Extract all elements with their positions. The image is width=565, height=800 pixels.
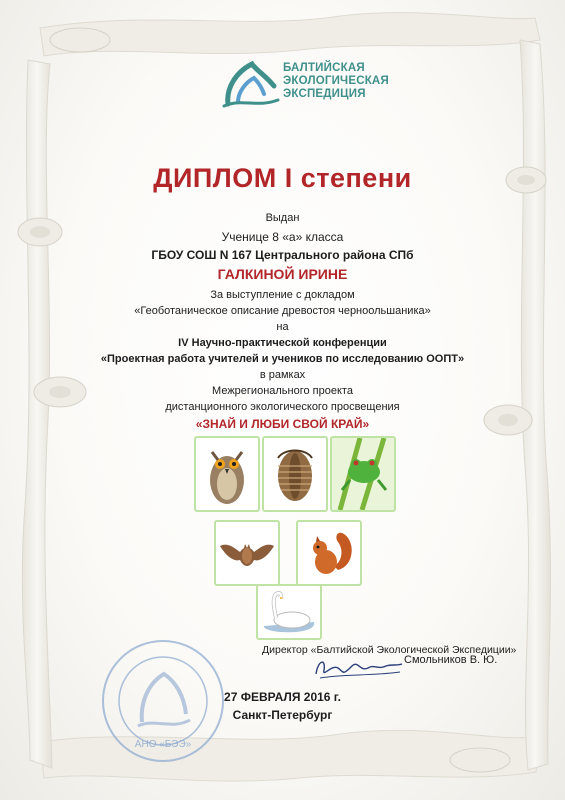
- at-label: на: [276, 321, 289, 333]
- logo-line-1: БАЛТИЙСКАЯ: [283, 62, 365, 74]
- issue-date: 27 ФЕВРАЛЯ 2016 г.: [224, 690, 341, 704]
- student-class: Ученице 8 «а» класса: [221, 230, 344, 244]
- project-line-1: Межрегионального проекта: [212, 385, 353, 397]
- frog-icon: [332, 438, 394, 510]
- stamp-text: АНО «БЭЭ»: [134, 739, 192, 750]
- within-label: в рамках: [259, 369, 306, 381]
- frog-card: [330, 436, 396, 512]
- project-name: «ЗНАЙ И ЛЮБИ СВОЙ КРАЙ»: [195, 417, 370, 431]
- handwritten-signature: [312, 652, 404, 682]
- conference-name: IV Научно-практической конференции: [178, 337, 387, 349]
- owl-card: [194, 436, 260, 512]
- signatory-name: Смольников В. Ю.: [404, 654, 498, 666]
- project-line-2: дистанционного экологического просвещения: [165, 401, 400, 413]
- school-name: ГБОУ СОШ N 167 Центрального района СПб: [151, 248, 414, 262]
- swan-icon: [258, 586, 320, 638]
- signatory-title: Директор «Балтийской Экологической Экспедиции»: [262, 644, 517, 656]
- squirrel-card: [296, 520, 362, 586]
- talk-intro: За выступление с докладом: [210, 289, 355, 301]
- logo-line-2: ЭКОЛОГИЧЕСКАЯ: [283, 75, 389, 87]
- logo-line-3: ЭКСПЕДИЦИЯ: [283, 88, 366, 100]
- bat-card: [214, 520, 280, 586]
- bat-icon: [216, 522, 278, 584]
- recipient-name: ГАЛКИНОЙ ИРИНЕ: [217, 266, 348, 282]
- talk-title: «Геоботаническое описание древостоя черноольшаника»: [134, 305, 431, 317]
- expedition-logo: [222, 58, 402, 124]
- dome-logo-icon: [222, 58, 282, 110]
- diploma-title: ДИПЛОМ I степени: [153, 163, 412, 193]
- owl-icon: [196, 438, 258, 510]
- conference-title: «Проектная работа учителей и учеников по исследованию ООПТ»: [100, 353, 465, 365]
- squirrel-icon: [298, 522, 360, 584]
- issued-label: Выдан: [265, 212, 300, 224]
- issue-city: Санкт-Петербург: [232, 708, 333, 722]
- swan-card: [256, 584, 322, 640]
- trilobite-card: [262, 436, 328, 512]
- logo-text: [283, 62, 389, 101]
- trilobite-icon: [264, 438, 326, 510]
